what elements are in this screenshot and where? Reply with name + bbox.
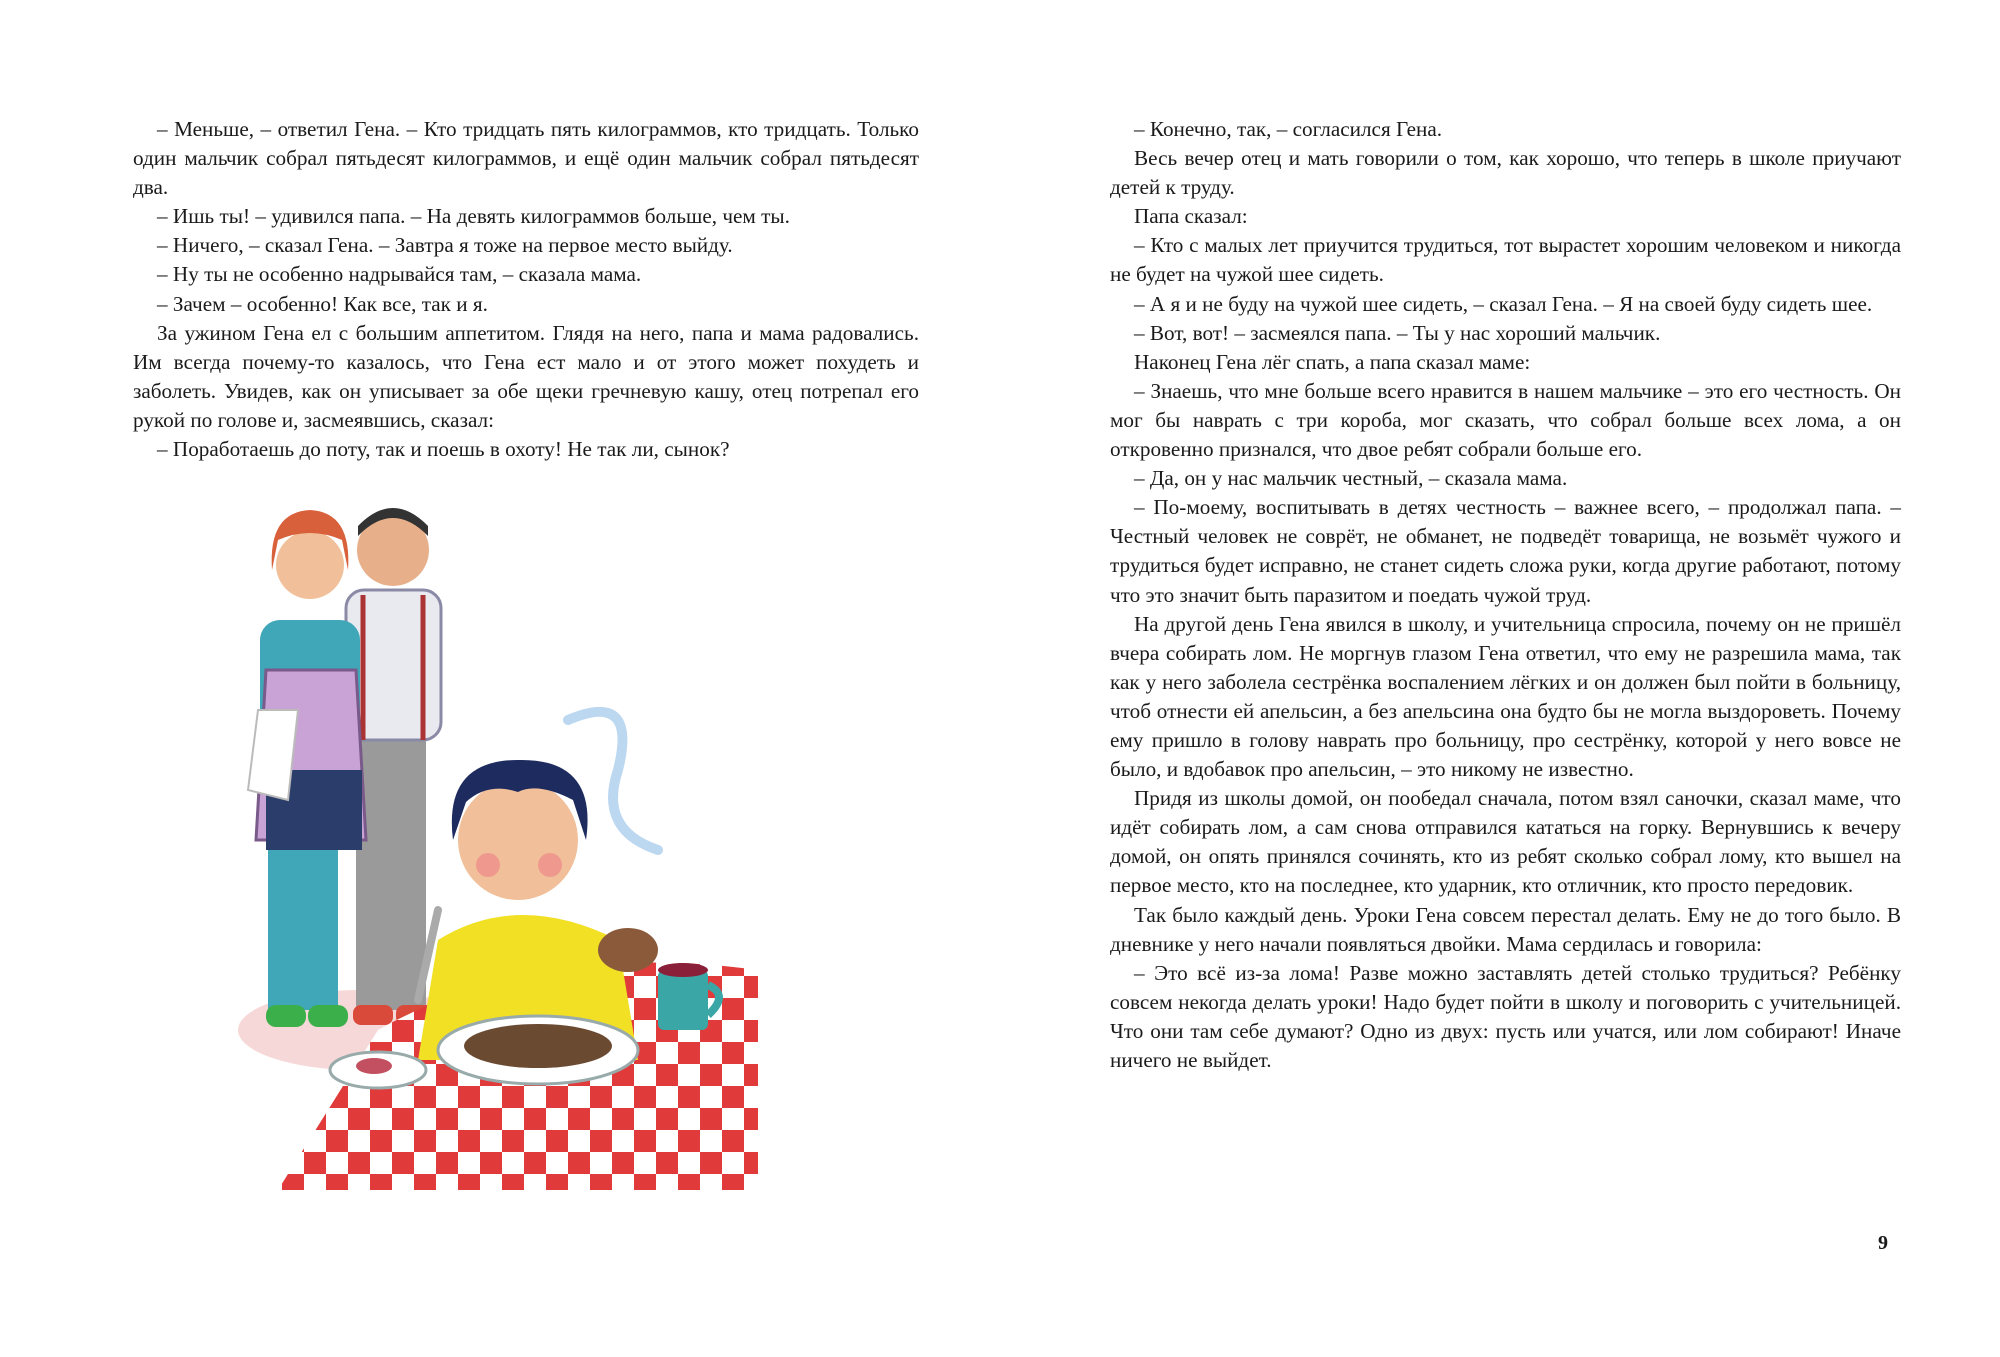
right-text-block <box>1110 115 1901 1075</box>
paragraph: – Конечно, так, – согласился Гена. <box>1134 117 1443 141</box>
paragraph: – Кто с малых лет приучится трудиться, тот вырастет хорошим человеком и никогда не будет на чужой шее сидеть. <box>1110 233 1901 287</box>
paragraph: – Ишь ты! – удивился папа. – На девять килограммов больше, чем ты. <box>157 204 790 229</box>
paragraph: – Меньше, – ответил Гена. – Кто тридцать пять килограммов, кто тридцать. Только один мальчик собрал пятьдесят килограммов, и ещё один мальчик собрал пятьдесят два. <box>133 117 919 200</box>
paragraph: Весь вечер отец и мать говорили о том, как хорошо, что теперь в школе приучают детей к труду. <box>1110 146 1901 200</box>
paragraph: Придя из школы домой, он пообедал сначала, потом взял саночки, сказал маме, что идёт собирать лом, а сам снова отправился кататься на горку. Вернувшись к вечеру домой, он опять принялся сочинять, кто из ребят сколько собрал лому, кто вышел на первое место, кто на последнее, кто ударник, кто отличник, кто просто передовик. <box>1110 786 1901 898</box>
right-page <box>1000 0 2000 1357</box>
page-number: 9 <box>1878 1232 1888 1254</box>
paragraph: – Вот, вот! – засмеялся папа. – Ты у нас хороший мальчик. <box>1134 320 1661 345</box>
paragraph: – Это всё из-за лома! Разве можно заставлять детей столько трудиться? Ребёнку совсем некогда делать уроки! Надо будет пойти в школу и поговорить с учительницей. Что они там себе думают? Одно из двух: пусть или учатся, или лом собирают! Иначе ничего не выйдет. <box>1110 960 1901 1072</box>
paragraph: Папа сказал: <box>1134 204 1248 229</box>
paragraph: – Поработаешь до поту, так и поешь в охоту! Не так ли, сынок? <box>157 437 730 462</box>
family-dinner-illustration <box>238 470 758 1190</box>
paragraph: – По-моему, воспитывать в детях честность – важнее всего, – продолжал папа. – Честный человек не соврёт, не обманет, не подведёт товарища, не возьмёт чужого и трудиться будет исправно, не станет сидеть сложа руки, когда другие работают, потому что это значит быть паразитом и поедать чужой труд. <box>1110 495 1901 607</box>
paragraph: – Да, он у нас мальчик честный, – сказала мама. <box>1134 466 1568 491</box>
paragraph: – Ну ты не особенно надрывайся там, – сказала мама. <box>157 262 642 287</box>
sausage-plate <box>330 1052 426 1088</box>
paragraph: Так было каждый день. Уроки Гена совсем перестал делать. Ему не до того было. В дневнике у него начали появляться двойки. Мама сердилась и говорила: <box>1110 902 1901 956</box>
paragraph: За ужином Гена ел с большим аппетитом. Глядя на него, папа и мама радовались. Им всегда почему-то казалось, что Гена ест мало и от этого может похудеть и заболеть. Увидев, как он уписывает за обе щеки гречневую кашу, отец потрепал его рукой по голове и, засмеявшись, сказал: <box>133 320 919 432</box>
paragraph: – Ничего, – сказал Гена. – Завтра я тоже на первое место выйду. <box>157 233 733 258</box>
mother-figure <box>248 510 366 1027</box>
steam-swirl <box>568 712 658 850</box>
porridge-plate <box>438 1016 638 1084</box>
paragraph: – Знаешь, что мне больше всего нравится в нашем мальчике – это его честность. Он мог бы наврать с три короба, мог сказать, что собрал больше всех лома, а он откровенно признался, что двое ребят собрали больше его. <box>1110 378 1901 462</box>
paragraph: – Зачем – особенно! Как все, так и я. <box>157 291 488 316</box>
left-text-block <box>133 115 919 464</box>
paragraph: На другой день Гена явился в школу, и учительница спросила, почему он не пришёл вчера собирать лом. Не моргнув глазом Гена ответил, что ему не разрешила мама, так как у него заболела сестрёнка воспалением лёгких и он должен был пойти в больницу, чтоб отнести ей апельсин, а без апельсина она будто бы не могла выздороветь. Почему ему пришло в голову наврать про больницу, про сестрёнку, которой у него вовсе не было, и вдобавок про апельсин, – это никому не известно. <box>1110 611 1901 782</box>
paragraph: – А я и не буду на чужой шее сидеть, – сказал Гена. – Я на своей буду сидеть шее. <box>1134 291 1873 316</box>
paragraph: Наконец Гена лёг спать, а папа сказал маме: <box>1134 349 1531 374</box>
